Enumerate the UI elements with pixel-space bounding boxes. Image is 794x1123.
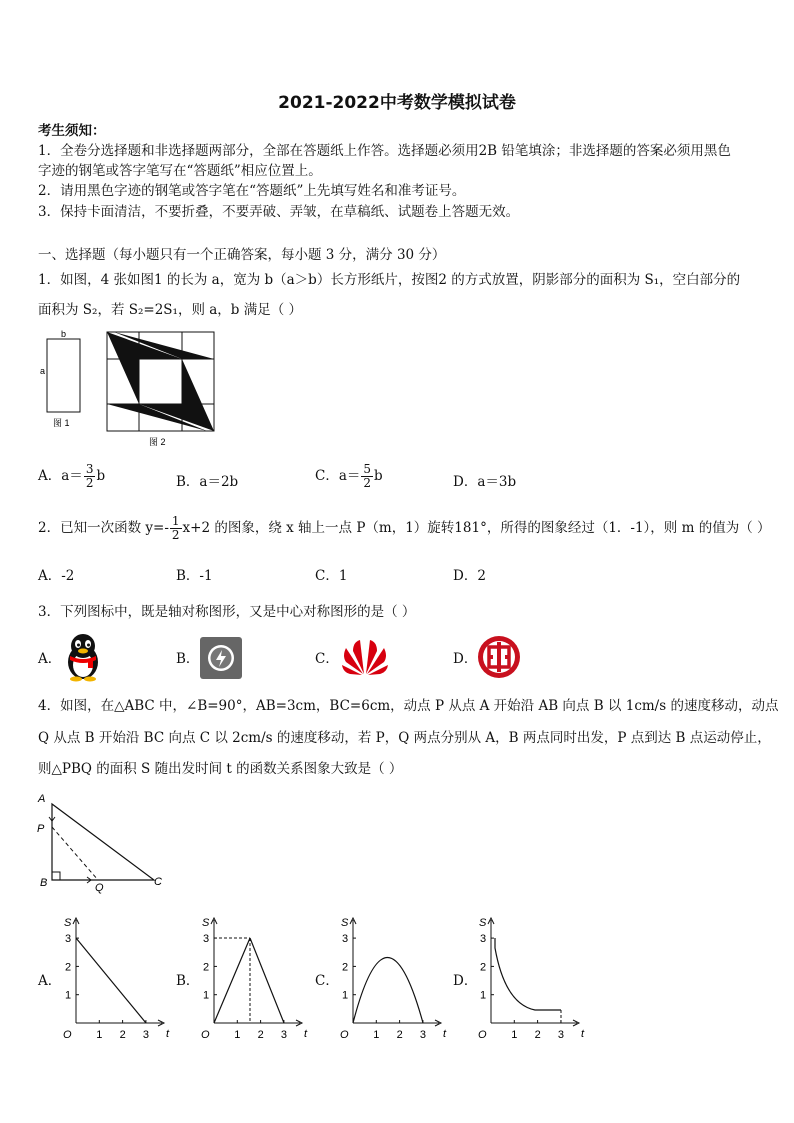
graph-x-tick-label: 1 — [234, 1029, 241, 1041]
tri-label-c: C — [154, 876, 162, 888]
tri-label-q: Q — [95, 882, 104, 894]
graph-x-axis-label: t — [304, 1028, 308, 1040]
section-heading: 一、选择题（每小题只有一个正确答案，每小题 3 分，满分 30 分） — [38, 247, 446, 263]
q2-stem-prefix: 2．已知一次函数 y=- — [38, 520, 169, 536]
q3-option-d[interactable]: D． — [453, 651, 478, 667]
q1-figures — [36, 326, 226, 452]
graph-x-axis-label: t — [581, 1028, 585, 1040]
graph-y-tick-label: 2 — [480, 961, 487, 974]
graph-x-tick-label: 2 — [396, 1029, 403, 1041]
graph-b-fall — [250, 938, 284, 1023]
q1-option-c[interactable] — [315, 463, 383, 490]
tri-label-b: B — [40, 877, 48, 889]
q3-option-a[interactable]: A． — [38, 651, 62, 667]
graph-x-tick-label: 3 — [419, 1029, 427, 1041]
fig2-caption: 图 2 — [149, 437, 166, 447]
tri-label-p: P — [37, 823, 45, 835]
icbc-logo-icon — [476, 634, 522, 680]
notice-heading: 考生须知： — [38, 123, 106, 139]
fig1-caption: 图 1 — [53, 418, 70, 428]
q4-triangle-figure — [34, 787, 174, 895]
graph-d-curve — [495, 938, 561, 1010]
graph-x-axis-label: t — [443, 1028, 447, 1040]
notice-line-3: 3．保持卡面清洁，不要折叠，不要弄破、弄皱，在草稿纸、试题卷上答题无效。 — [38, 204, 520, 220]
graph-x-tick-label: 1 — [511, 1029, 518, 1041]
q1-option-a[interactable] — [38, 463, 105, 490]
graph-c — [337, 912, 449, 1042]
q1-option-c-prefix: C．a＝ — [315, 468, 361, 484]
graph-b — [198, 912, 310, 1042]
graph-origin-label: O — [63, 1029, 72, 1041]
q2-option-c[interactable]: C．1 — [315, 568, 348, 584]
qq-penguin-icon — [60, 632, 106, 682]
q2-option-b[interactable]: B．-1 — [176, 568, 213, 584]
q2-stem-suffix: x+2 的图象，绕 x 轴上一点 P（m，1）旋转181°，所得的图象经过（1．-1），则 m 的值为（ ） — [182, 520, 771, 536]
q4-stem-line-3: 则△PBQ 的面积 S 随出发时间 t 的函数关系图象大致是（ ） — [38, 761, 403, 777]
q2-option-a[interactable]: A．-2 — [38, 568, 75, 584]
q2-denominator: 2 — [171, 528, 180, 542]
q1-option-a-numerator: 3 — [85, 462, 94, 476]
graph-y-tick-label: 1 — [342, 989, 349, 1002]
q1-option-a-prefix: A．a＝ — [38, 468, 83, 484]
graph-y-tick-label: 2 — [203, 961, 210, 974]
graph-b-rise — [214, 938, 250, 1023]
graph-y-axis-label: S — [479, 917, 487, 929]
disc-button-icon — [199, 636, 243, 680]
graph-y-tick-label: 3 — [480, 933, 487, 946]
graph-y-axis-label: S — [202, 917, 210, 929]
q1-stem-line-1: 1．如图，4 张如图1 的长为 a，宽为 b（a＞b）长方形纸片，按图2 的方式放置，阴影部分的面积为 S₁，空白部分的 — [38, 272, 741, 288]
graph-y-tick-label: 3 — [342, 933, 349, 946]
page-title: 2021-2022中考数学模拟试卷 — [278, 93, 516, 113]
fig1-label-a: a — [40, 366, 46, 376]
graph-x-axis-label: t — [166, 1028, 170, 1040]
q2-fraction — [170, 515, 182, 542]
q1-option-c-suffix: b — [374, 468, 383, 484]
q1-option-b[interactable]: B．a＝2b — [176, 474, 239, 490]
q1-option-c-fraction — [361, 463, 373, 490]
q2-option-d[interactable]: D．2 — [453, 568, 486, 584]
graph-y-tick-label: 2 — [342, 961, 349, 974]
fig1-rectangle — [47, 339, 80, 412]
graph-y-tick-label: 1 — [480, 989, 487, 1002]
graph-y-tick-label: 3 — [203, 933, 210, 946]
notice-line-1b: 字迹的钢笔或答字笔写在“答题纸”相应位置上。 — [38, 163, 322, 179]
q4-option-a[interactable]: A． — [38, 973, 62, 989]
graph-d — [475, 912, 587, 1042]
graph-x-tick-label: 2 — [119, 1029, 126, 1041]
q3-option-c[interactable]: C． — [315, 651, 339, 667]
q1-option-c-numerator: 5 — [363, 462, 372, 476]
graph-a-line — [76, 938, 146, 1023]
graph-origin-label: O — [340, 1029, 349, 1041]
q2-stem — [38, 515, 770, 542]
huawei-logo-icon — [340, 634, 390, 680]
graph-y-axis-label: S — [64, 917, 72, 929]
tri-label-a: A — [38, 793, 46, 805]
q4-stem-line-1: 4．如图，在△ABC 中，∠B=90°，AB=3cm，BC=6cm，动点 P 从点 A 开始沿 AB 向点 B 以 1cm/s 的速度移动，动点 — [38, 698, 779, 714]
graph-origin-label: O — [201, 1029, 210, 1041]
graph-x-tick-label: 3 — [557, 1029, 565, 1041]
graph-y-tick-label: 2 — [65, 961, 72, 974]
q1-option-d[interactable]: D．a＝3b — [453, 474, 517, 490]
q1-option-a-suffix: b — [96, 468, 106, 484]
graph-y-tick-label: 1 — [203, 989, 210, 1002]
q4-option-d[interactable]: D． — [453, 973, 478, 989]
graph-y-tick-label: 3 — [65, 933, 72, 946]
q1-option-a-denominator: 2 — [85, 476, 94, 490]
q1-option-c-denominator: 2 — [363, 476, 372, 490]
notice-line-1a: 1．全卷分选择题和非选择题两部分，全部在答题纸上作答。选择题必须用2B 铅笔填涂；非选择题的答案必须用黑色 — [38, 143, 731, 159]
fig2-diagram — [107, 332, 214, 431]
graph-y-tick-label: 1 — [65, 989, 72, 1002]
graph-x-tick-label: 3 — [142, 1029, 150, 1041]
graph-c-curve — [353, 958, 423, 1024]
q2-numerator: 1 — [171, 514, 180, 528]
graph-x-tick-label: 2 — [257, 1029, 264, 1041]
graph-origin-label: O — [478, 1029, 487, 1041]
graph-x-tick-label: 2 — [534, 1029, 541, 1041]
q4-stem-line-2: Q 从点 B 开始沿 BC 向点 C 以 2cm/s 的速度移动，若 P，Q 两点分别从 A，B 两点同时出发，P 点到达 B 点运动停止， — [38, 730, 771, 746]
graph-y-axis-label: S — [341, 917, 349, 929]
q4-option-c[interactable]: C． — [315, 973, 339, 989]
q1-stem-line-2: 面积为 S₂，若 S₂=2S₁，则 a，b 满足（ ） — [38, 302, 303, 318]
fig1-label-b: b — [61, 329, 67, 339]
graph-x-tick-label: 3 — [280, 1029, 288, 1041]
q3-stem: 3．下列图标中，既是轴对称图形，又是中心对称图形的是（ ） — [38, 604, 416, 620]
q3-option-b[interactable]: B． — [176, 651, 200, 667]
q4-option-b[interactable]: B． — [176, 973, 200, 989]
graph-a — [60, 912, 172, 1042]
graph-x-tick-label: 1 — [96, 1029, 103, 1041]
graph-x-tick-label: 1 — [373, 1029, 380, 1041]
notice-line-2: 2．请用黑色字迹的钢笔或答字笔在“答题纸”上先填写姓名和准考证号。 — [38, 183, 466, 199]
q1-option-a-fraction — [84, 463, 96, 490]
